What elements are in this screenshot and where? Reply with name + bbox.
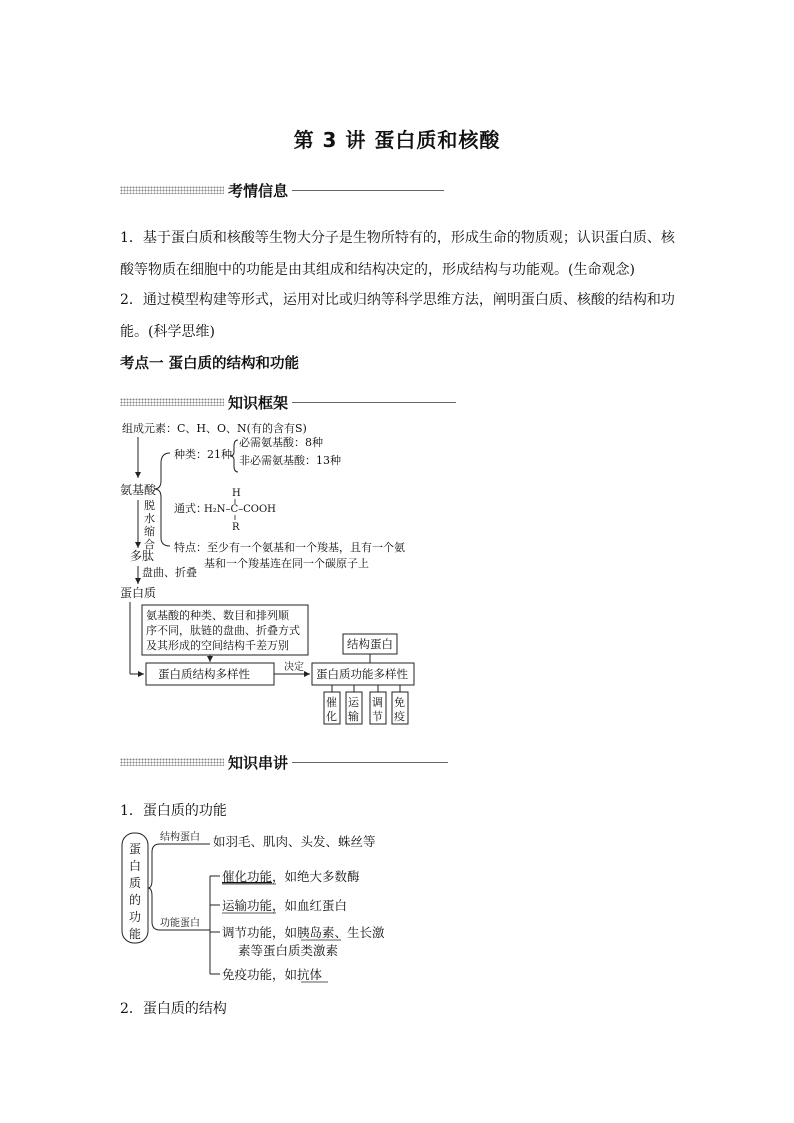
page-title: 第 3 讲 蛋白质和核酸 <box>293 128 501 152</box>
immune-line: 免疫功能，如抗体 <box>222 967 323 982</box>
elements-text: 组成元素：C、H、O、N(有的含有S) <box>122 422 307 435</box>
svg-text:化: 化 <box>326 710 337 723</box>
feature-line2: 基和一个羧基连在同一个碳原子上 <box>204 557 369 570</box>
dotted-decoration <box>120 758 224 766</box>
transport-line: 运输功能，如血红蛋白 <box>222 898 348 913</box>
essential-text: 必需氨基酸：8种 <box>239 436 323 449</box>
determine-label: 决定 <box>284 662 304 673</box>
svg-text:质: 质 <box>129 876 142 890</box>
svg-text:序不同，肽链的盘曲、折叠方式: 序不同，肽链的盘曲、折叠方式 <box>146 624 300 637</box>
structure-heading: 2．蛋白质的结构 <box>120 1001 227 1017</box>
feature-line1: 特点：至少有一个氨基和一个羧基，且有一个氨 <box>174 541 405 554</box>
formula-r: R <box>232 522 240 533</box>
function-diversity: 蛋白质功能多样性 <box>316 667 408 681</box>
svg-text:运: 运 <box>348 696 359 709</box>
svg-text:及其形成的空间结构千差万别: 及其形成的空间结构千差万别 <box>146 639 289 652</box>
svg-text:调: 调 <box>372 696 383 709</box>
svg-text:氨基酸的种类、数目和排列顺: 氨基酸的种类、数目和排列顺 <box>146 609 289 622</box>
svg-text:节: 节 <box>372 710 383 723</box>
svg-text:蛋: 蛋 <box>129 842 142 856</box>
struct-protein-desc: 如羽毛、肌肉、头发、蛛丝等 <box>213 834 376 849</box>
point-heading: 考点一 蛋白质的结构和功能 <box>120 356 300 372</box>
svg-text:能: 能 <box>129 927 142 941</box>
svg-text:输: 输 <box>348 710 359 723</box>
svg-text:脱: 脱 <box>144 499 155 512</box>
svg-text:功: 功 <box>129 910 142 924</box>
svg-text:免: 免 <box>394 696 405 709</box>
polypeptide-label: 多肽 <box>130 549 155 563</box>
fold-text: 盘曲、折叠 <box>142 566 197 579</box>
struct-protein-label: 结构蛋白 <box>160 832 200 843</box>
formula-main: H₂N–C–COOH <box>204 504 276 515</box>
structure-diversity: 蛋白质结构多样性 <box>158 667 250 681</box>
protein-label: 蛋白质 <box>120 586 157 600</box>
func-protein-label: 功能蛋白 <box>160 918 200 929</box>
regulate-line: 调节功能，如胰岛素、生长激 <box>222 925 385 940</box>
section-rule <box>292 762 448 763</box>
info-paragraph-1: 1．基于蛋白质和核酸等生物大分子是生物所特有的，形成生命的物质观；认识蛋白质、核 酸等物质在细胞中的功能是由其组成和结构决定的，形成结构与功能观。(生命观念) <box>120 230 675 278</box>
section-label: 知识串讲 <box>228 754 289 772</box>
section-label: 考情信息 <box>228 182 289 200</box>
svg-text:疫: 疫 <box>394 710 405 723</box>
svg-text:缩: 缩 <box>144 525 155 538</box>
regulate-line2: 素等蛋白质类激素 <box>238 943 339 958</box>
section-label: 知识框架 <box>228 394 289 412</box>
struct-protein-box: 结构蛋白 <box>347 637 393 651</box>
svg-text:的: 的 <box>129 893 142 907</box>
svg-text:水: 水 <box>144 512 155 525</box>
nonessential-text: 非必需氨基酸：13种 <box>239 454 341 467</box>
catalysis-line: 催化功能，如绝大多数酶 <box>222 869 360 884</box>
kinds-text: 种类：21种 <box>174 448 232 461</box>
svg-text:催: 催 <box>326 696 337 709</box>
amino-acid-label: 氨基酸 <box>120 483 157 497</box>
svg-text:合: 合 <box>144 538 155 551</box>
svg-text:白: 白 <box>129 859 142 873</box>
info-paragraph-2: 2．通过模型构建等形式，运用对比或归纳等科学思维方法，阐明蛋白质、核酸的结构和功 能。(科学思维) <box>120 292 675 340</box>
functions-heading: 1．蛋白质的功能 <box>120 803 227 819</box>
formula-h: H <box>232 488 241 499</box>
formula-label: 通式： <box>174 502 207 515</box>
